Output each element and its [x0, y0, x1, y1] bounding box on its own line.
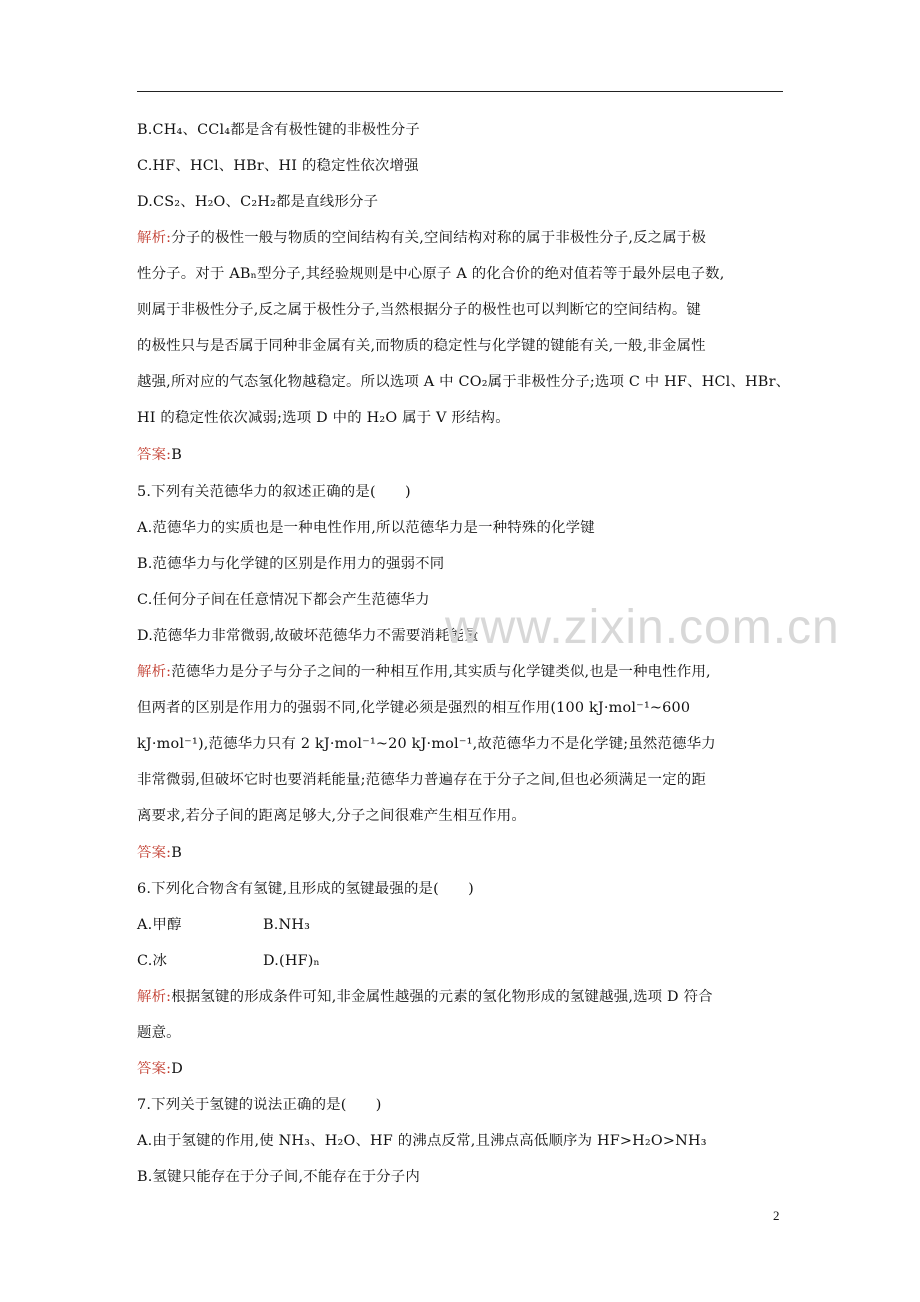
analysis-line: 离要求,若分子间的距离足够大,分子之间很难产生相互作用。 [137, 808, 526, 824]
option-b-line: B.CH₄、CCl₄都是含有极性键的非极性分子 [137, 122, 420, 138]
option-c-line: C.HF、HCl、HBr、HI 的稳定性依次增强 [137, 158, 419, 174]
answer-line: 答案:B [137, 845, 183, 861]
analysis-line: 的极性只与是否属于同种非金属有关,而物质的稳定性与化学键的键能有关,一般,非金属性 [137, 338, 706, 354]
question-5-title: 5.下列有关范德华力的叙述正确的是( ) [137, 484, 411, 500]
option-a-line: A.由于氢键的作用,使 NH₃、H₂O、HF 的沸点反常,且沸点高低顺序为 HF>H₂O>NH₃ [137, 1133, 707, 1149]
options-row [263, 951, 320, 971]
option-d-line: D.CS₂、H₂O、C₂H₂都是直线形分子 [137, 194, 379, 210]
answer-line: 答案:D [137, 1061, 183, 1077]
answer-label: 答案: [137, 1061, 172, 1077]
analysis-line: HI 的稳定性依次减弱;选项 D 中的 H₂O 属于 V 形结构。 [137, 410, 510, 426]
analysis-line: 题意。 [137, 1025, 181, 1041]
analysis-line: 解析:根据氢键的形成条件可知,非金属性越强的元素的氢化物形成的氢键越强,选项 D 符合 [137, 989, 713, 1005]
answer-label: 答案: [137, 845, 172, 861]
analysis-line: 越强,所对应的气态氢化物越稳定。所以选项 A 中 CO₂属于非极性分子;选项 C 中 HF、HCl、HBr、 [137, 374, 791, 390]
analysis-line: 非常微弱,但破坏它时也要消耗能量;范德华力普遍存在于分子之间,但也必须满足一定的距 [137, 772, 707, 788]
analysis-line: kJ·mol⁻¹),范德华力只有 2 kJ·mol⁻¹~20 kJ·mol⁻¹,故范德华力不是化学键;虽然范德华力 [137, 736, 716, 752]
option-a-line: A.范德华力的实质也是一种电性作用,所以范德华力是一种特殊的化学键 [137, 520, 595, 536]
option-d: D.(HF)ₙ [263, 953, 320, 969]
option-b: B.NH₃ [263, 917, 311, 933]
option-c-line: C.任何分子间在任意情况下都会产生范德华力 [137, 592, 430, 608]
question-6-title: 6.下列化合物含有氢键,且形成的氢键最强的是( ) [137, 881, 474, 897]
analysis-line: 则属于非极性分子,反之属于极性分子,当然根据分子的极性也可以判断它的空间结构。键 [137, 302, 701, 318]
answer-line: 答案:B [137, 447, 183, 463]
analysis-line: 性分子。对于 ABₙ型分子,其经验规则是中心原子 A 的化合价的绝对值若等于最外层电子数, [137, 266, 725, 282]
option-d-line: D.范德华力非常微弱,故破坏范德华力不需要消耗能量 [137, 628, 479, 644]
page-number: 2 [773, 1208, 780, 1223]
answer-label: 答案: [137, 447, 172, 463]
option-b-line: B.氢键只能存在于分子间,不能存在于分子内 [137, 1169, 420, 1185]
options-row [137, 951, 167, 971]
analysis-label: 解析: [137, 664, 172, 680]
analysis-line: 但两者的区别是作用力的强弱不同,化学键必须是强烈的相互作用(100 kJ·mol⁻¹~600 [137, 700, 691, 716]
analysis-line: 解析:范德华力是分子与分子之间的一种相互作用,其实质与化学键类似,也是一种电性作用, [137, 664, 711, 680]
option-c: C.冰 [137, 953, 168, 969]
watermark-text: www.zixin.com.cn [445, 601, 840, 654]
option-a: A.甲醇 [137, 917, 182, 933]
header-rule [137, 91, 783, 92]
analysis-label: 解析: [137, 989, 172, 1005]
option-b-line: B.范德华力与化学键的区别是作用力的强弱不同 [137, 556, 445, 572]
analysis-line: 解析:分子的极性一般与物质的空间结构有关,空间结构对称的属于非极性分子,反之属于极 [137, 230, 707, 246]
options-row [263, 915, 310, 935]
analysis-label: 解析: [137, 230, 172, 246]
options-row [137, 915, 182, 935]
question-7-title: 7.下列关于氢键的说法正确的是( ) [137, 1097, 382, 1113]
